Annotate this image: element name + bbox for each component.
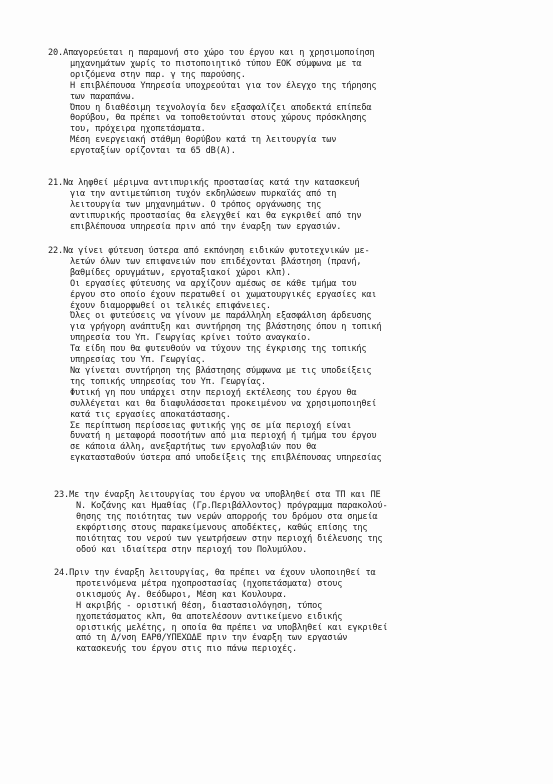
text-line: 21.Να ληφθεί μέριμνα αντιπυρικής προστασίας κατά την κατασκευή — [48, 178, 360, 188]
text-line: συλλέγεται και θα διαφυλάσσεται προκειμένου να χρησιμοποιηθεί — [70, 398, 377, 409]
text-line: του, πρόχειρα ηχοπετάσματα. — [70, 124, 206, 135]
text-line: της τοπικής υπηρεσίας του Υπ. Γεωργίας. — [70, 376, 266, 387]
text-line: για την αντιμετώπιση τυχόν εκδηλώσεων πυρκαϊάς από τη — [70, 188, 337, 199]
text-line: σε κάποια άλλη, ανεξαρτήτως των εργολαβιών που θα — [70, 442, 317, 453]
text-line: 23.Με την έναρξη λειτουργίας του έργου να υποβληθεί στα ΤΠ και ΠΕ — [54, 490, 381, 500]
text-line: Όπου η διαθέσιμη τεχνολογία δεν εξασφαλίζει αποδεκτά επίπεδα — [70, 102, 372, 113]
text-line: των παραπάνω. — [70, 91, 136, 102]
text-line: θησης της ποιότητας των νερών απορροής του δρόμου στα σημεία — [76, 511, 378, 522]
text-line: Να γίνεται συντήρηση της βλάστησης σύμφωνα με τις υποδείξεις — [70, 365, 372, 376]
text-line: Φυτική γη που υπάρχει στην περιοχή εκτέλεσης του έργου θα — [70, 387, 357, 398]
paragraph-item-20 — [48, 48, 510, 157]
text-line: λειτουργία των μηχανημάτων. Ο τρόπος οργάνωσης της — [70, 199, 322, 210]
text-line: 22.Να γίνει φύτευση ύστερα από εκπόνηση ειδικών φυτοτεχνικών με- — [48, 246, 370, 256]
text-line: κατασκευής του έργου στις πιο πάνω περιοχές. — [76, 644, 298, 655]
text-line: εργοταξίων ορίζονται τα 65 dB(A). — [70, 146, 236, 157]
text-line: Τα είδη που θα φυτευθούν να τύχουν της έγκρισης της τοπικής — [70, 344, 367, 355]
text-line: έχουν διαμορφωθεί οι τελικές επιφάνειες. — [70, 300, 271, 311]
text-line: οδού και ιδιαίτερα στην περιοχή του Πολυμύλου. — [76, 544, 308, 555]
text-line: Οι εργασίες φύτευσης να αρχίζουν αμέσως σε κάθε τμήμα του — [70, 278, 357, 289]
paragraph-item-21 — [48, 178, 510, 233]
text-line: Μέση ενεργειακή στάθμη θορύβου κατά τη λειτουργία των — [70, 135, 337, 146]
paragraph-item-23 — [54, 490, 516, 555]
text-line: προτεινόμενα μέτρα ηχοπροστασίας (ηχοπετάσματα) στους — [76, 578, 343, 589]
text-line: οριζόμενα στην παρ. γ της παρούσης. — [70, 69, 246, 80]
text-line: Ν. Κοζάνης και Ημαθίας (Γρ.Περιβάλλοντος) πρόγραμμα παρακολού- — [76, 500, 388, 511]
text-line: κατά τις εργασίες αποκατάστασης. — [70, 409, 231, 420]
text-line: Η επιβλέπουσα Υπηρεσία υποχρεούται για τον έλεγχο της τήρησης — [70, 80, 377, 91]
text-line: εκφόρτισης στους παρακείμενους αποδέκτες, καθώς επίσης της — [76, 522, 368, 533]
text-line: βαθμίδες ορυγμάτων, εργοταξιακοί χώροι κλπ). — [70, 267, 292, 278]
text-line: δυνατή η μεταφορά ποσοτήτων από μια περιοχή ή τμήμα του έργου — [70, 431, 377, 442]
paragraph-item-22 — [48, 246, 510, 464]
text-line: οριστικής μελέτης, η οποία θα πρέπει να υποβληθεί και εγκριθεί — [76, 622, 388, 633]
paragraph-item-24 — [54, 568, 516, 655]
text-line: επιβλέπουσα υπηρεσία πριν από την έναρξη των εργασιών. — [70, 221, 342, 232]
text-line: από τη Δ/νση ΕΑΡΘ/ΥΠΕΧΩΔΕ πριν την έναρξη των εργασιών — [76, 633, 348, 644]
text-line: Η ακριβής - οριστική θέση, διαστασιολόγηση, τύπος — [76, 600, 323, 611]
text-line: 20.Απαγορεύεται η παραμονή στο χώρο του έργου και η χρησιμοποίηση — [48, 48, 375, 58]
text-line: για γρήγορη ανάπτυξη και συντήρηση της βλάστησης όπου η τοπική — [70, 322, 382, 333]
text-line: αντιπυρικής προστασίας θα ελεγχθεί και θα εγκριθεί από την — [70, 210, 362, 221]
text-line: οικισμούς Αγ. Θεόδωροι, Μέση και Κουλουρα. — [76, 589, 288, 600]
text-line: εγκατασταθούν ύστερα από υποδείξεις της επιβλέπουσας υπηρεσίας — [70, 453, 382, 464]
text-line: ηχοπετάσματος κλπ, θα αποτελέσουν αντικείμενο ειδικής — [76, 611, 343, 622]
text-line: μηχανημάτων χωρίς το πιστοποιητικό τύπου ΕΟΚ σύμφωνα με τα — [70, 58, 362, 69]
text-line: λετών όλων των επιφανειών που επιδέχονται βλάστηση (πρανή, — [70, 256, 362, 267]
text-line: υπηρεσίας του Υπ. Γεωργίας. — [70, 355, 206, 366]
text-line: 24.Πριν την έναρξη λειτουργίας, θα πρέπει να έχουν υλοποιηθεί τα — [54, 568, 376, 578]
text-line: ποιότητας του νερού των γεωτρήσεων στην περιοχή διέλευσης της — [76, 533, 383, 544]
text-line: Όλες οι φυτεύσεις να γίνουν με παράλληλη εξασφάλιση άρδευσης — [70, 311, 372, 322]
text-line: Σε περίπτωση περίσσειας φυτικής γης σε μία περιοχή είναι — [70, 420, 352, 431]
text-line: υπηρεσία του Υπ. Γεωργίας κρίνει τούτο αναγκαίο. — [70, 333, 312, 344]
text-line: έργου στο οποίο έχουν περατωθεί οι χωματουργικές εργασίες και — [70, 289, 377, 300]
text-line: θορύβου, θα πρέπει να τοποθετούνται στους χώρους πρόσκλησης — [70, 113, 367, 124]
